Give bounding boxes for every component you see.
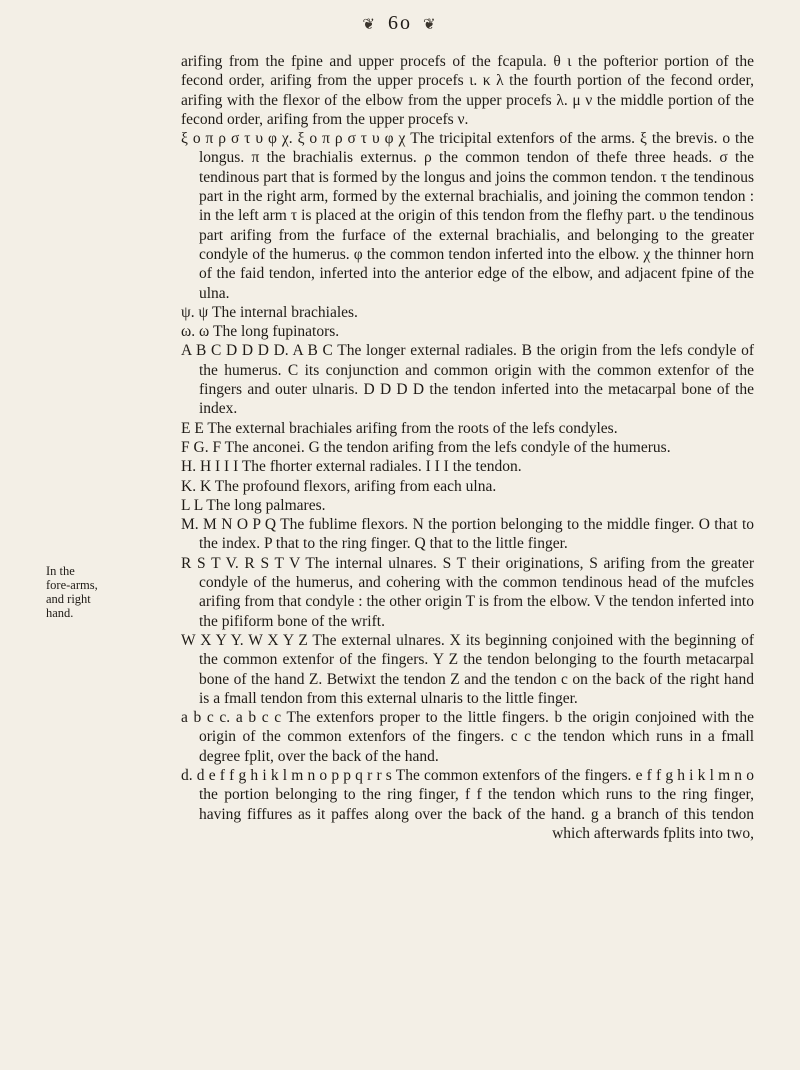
ornament-right-icon: ❦ (423, 17, 438, 33)
paragraph-external-brachiales: E E The external brachiales arifing from the roots of the lefs condyles. (181, 419, 618, 437)
paragraph-long-palmares: L L The long palmares. (181, 496, 326, 514)
margin-note (46, 564, 108, 620)
body-text (181, 52, 754, 843)
paragraph-long-supinators: ω. ω The long fupinators. (181, 323, 340, 341)
paragraph-internal-brachiales: ψ. ψ The internal brachiales. (181, 303, 358, 321)
paragraph-shorter-external-radiales: H. H I I I The fhorter external radiales. I I I the tendon. (181, 458, 522, 476)
margin-note-line: hand. (46, 606, 74, 620)
paragraph-sublime-flexors: M. M N O P Q The fublime flexors. N the portion belonging to the middle finger. O that to the index. P that to the ring finger. Q that to the little finger. (181, 516, 754, 553)
margin-note-line: fore-arms, (46, 578, 98, 592)
paragraph-tricipital-extensors: ξ ο π ρ σ τ υ φ χ. ξ ο π ρ σ τ υ φ χ The tricipital extenfors of the arms. ξ the brevis. ο the longus. π the brachialis externus. ρ the common tendon of thefe three heads. σ the tendinous part that is formed by the longus and joins the common tendon. τ the tendinous part in the right arm, formed by the external brachialis, and joining the common tendon : in the left arm τ is placed at the origin of this tendon from the flefhy part. υ the tendinous part arifing from the furface of the external brachialis, and belonging to the greater condyle of the humerus. φ the common tendon inferted into the elbow. χ the thinner horn of the faid tendon, inferted into the anterior edge of the elbow, and adjacent fpine of the ulna. (181, 130, 754, 302)
paragraph-external-ulnares: W X Y Y. W X Y Z The external ulnares. X its beginning conjoined with the beginning of the common extenfor of the fingers. Y Z the tendon belonging to the fourth metacarpal bone of the hand Z. Betwixt the tendon Z and the tendon c on the back of the right hand is a fmall tendon from this external ulnaris to the little finger. (181, 631, 754, 707)
margin-note-line: In the (46, 564, 75, 578)
ornament-left-icon: ❦ (362, 17, 377, 33)
paragraph-common-extensors: d. d e f f g h i k l m n o p p q r r s The common extenfors of the fingers. e f f g h i k l m n o the portion belonging to the ring finger, f f the tendon which runs to the ring finger, having fiffures as it paffes along over the back of the hand. g a branch of this tendon which afterwards fplits into two, (181, 766, 754, 842)
page-header (0, 12, 800, 35)
paragraph-anconei: F G. F The anconei. G the tendon arifing from the lefs condyle of the humerus. (181, 438, 671, 456)
paragraph-extensors-little-fingers: a b c c. a b c c The extenfors proper to the little fingers. b the origin conjoined with the origin of the common extenfors of the fingers. c c the tendon which runs in a fmall degree fplit, over the back of the hand. (181, 709, 754, 765)
paragraph-continued: arifing from the fpine and upper procefs of the fcapula. θ ι the pofterior portion of the fecond order, arifing from the upper procefs ι. κ λ the fourth portion of the fecond order, arifing with the flexor of the elbow from the upper procefs λ. μ ν the middle portion of the fecond order, arifing from the upper procefs ν. (181, 53, 754, 128)
paragraph-profound-flexors: K. K The profound flexors, arifing from each ulna. (181, 477, 497, 495)
paragraph-longer-external-radiales: A B C D D D D. A B C The longer external radiales. B the origin from the lefs condyle of the humerus. C its conjunction and common origin with the common extenfor of the fingers and outer ulnaris. D D D D the tendon inferted into the metacarpal bone of the index. (181, 342, 754, 418)
margin-note-line: and right (46, 592, 91, 606)
paragraph-internal-ulnares: R S T V. R S T V The internal ulnares. S T their originations, S arifing from the greater condyle of the humerus, and cohering with the common tendinous head of the mufcles arifing from that condyle : the other origin T is from the elbow. V the tendon inferted into the pifiform bone of the wrift. (181, 554, 754, 630)
page-number: 6o (388, 12, 412, 34)
